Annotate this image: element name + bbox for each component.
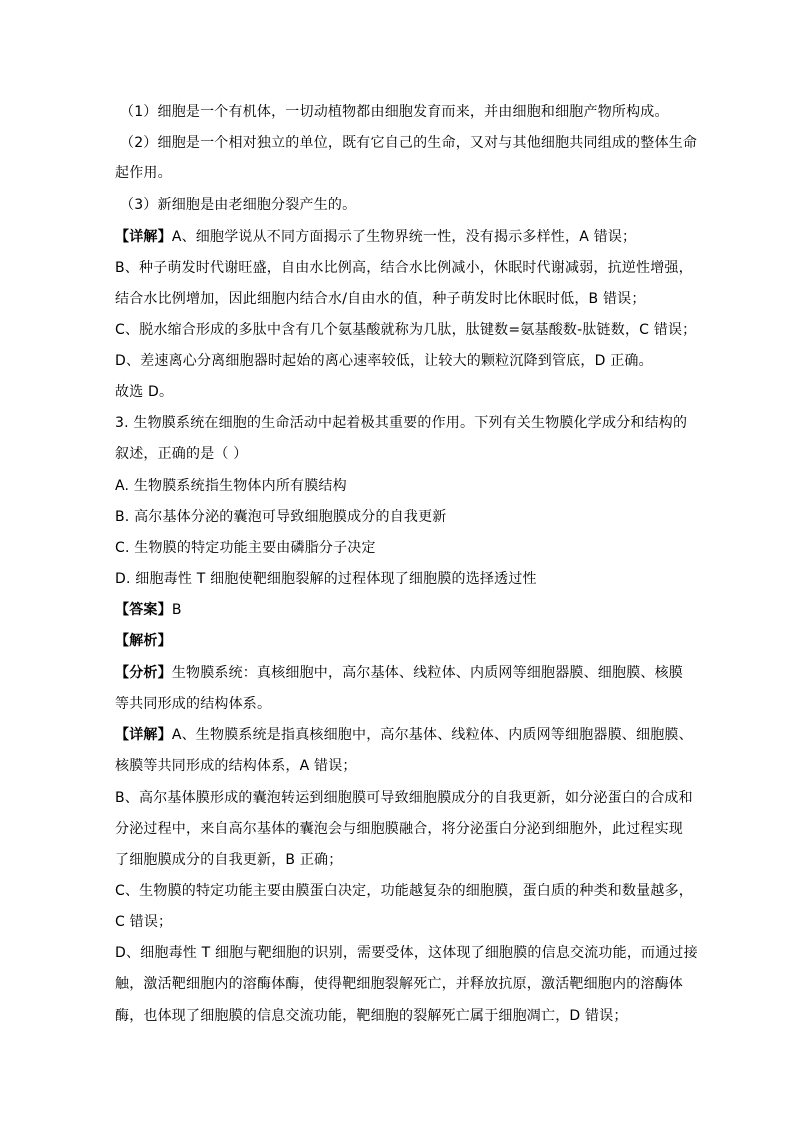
text-line: 【分析】生物膜系统：真核细胞中，高尔基体、线粒体、内质网等细胞器膜、细胞膜、核膜 <box>115 665 684 681</box>
analysis-heading <box>115 632 172 650</box>
answer-line: 【答案】B <box>115 602 182 618</box>
text-line: C、脱水缩合形成的多肽中含有几个氨基酸就称为几肽，肽键数=氨基酸数-肽链数，C 错误； <box>115 322 697 338</box>
text-line: D、差速离心分离细胞器时起始的离心速率较低，让较大的颗粒沉降到管底，D 正确。 <box>115 353 653 369</box>
text-line: 酶，也体现了细胞膜的信息交流功能，靶细胞的裂解死亡属于细胞凋亡，D 错误； <box>115 1008 628 1024</box>
section-label: 【详解】 <box>115 727 172 743</box>
text-line: （1）细胞是一个有机体，一切动植物都由细胞发育而来，并由细胞和细胞产物所构成。 <box>120 104 669 120</box>
text-line: B、种子萌发时代谢旺盛，自由水比例高，结合水比例减小，休眠时代谢减弱，抗逆性增强， <box>115 260 693 276</box>
answer-option-a: A. 生物膜系统指生物体内所有膜结构 <box>115 478 347 494</box>
text-line: 分泌过程中，来自高尔基体的囊泡会与细胞膜融合，将分泌蛋白分泌到细胞外，此过程实现 <box>115 821 683 837</box>
question-stem: 3. 生物膜系统在细胞的生命活动中起着极其重要的作用。下列有关生物膜化学成分和结构的 <box>115 415 688 431</box>
section-label: 【详解】 <box>115 229 172 245</box>
question-stem: 叙述，正确的是（ ） <box>115 446 248 462</box>
text-line: D、细胞毒性 T 细胞与靶细胞的识别，需要受体，这体现了细胞膜的信息交流功能，而通过接 <box>115 945 698 961</box>
text-line: 触，激活靶细胞内的溶酶体酶，使得靶细胞裂解死亡，并释放抗原，激活靶细胞内的溶酶体 <box>115 976 683 992</box>
text-line: （3）新细胞是由老细胞分裂产生的。 <box>120 197 357 213</box>
section-label: 【答案】 <box>115 602 172 618</box>
text-line: 【详解】A、生物膜系统是指真核细胞中，高尔基体、线粒体、内质网等细胞器膜、细胞膜、 <box>115 727 693 743</box>
text-line: 了细胞膜成分的自我更新，B 正确； <box>115 852 343 868</box>
answer-option-d: D. 细胞毒性 T 细胞使靶细胞裂解的过程体现了细胞膜的选择透过性 <box>115 571 537 587</box>
answer-option-b: B. 高尔基体分泌的囊泡可导致细胞膜成分的自我更新 <box>115 509 447 525</box>
text-line: 核膜等共同形成的结构体系，A 错误； <box>115 758 357 774</box>
text-line: （2）细胞是一个相对独立的单位，既有它自己的生命，又对与其他细胞共同组成的整体生命 <box>120 135 698 151</box>
text-line: B、高尔基体膜形成的囊泡转运到细胞膜可导致细胞膜成分的自我更新，如分泌蛋白的合成和 <box>115 790 693 806</box>
text-line: 结合水比例增加，因此细胞内结合水/自由水的值，种子萌发时比休眠时低，B 错误； <box>115 291 646 307</box>
text-line: C 错误； <box>115 914 173 930</box>
text-line: 故选 D。 <box>115 384 174 400</box>
text-line: 等共同形成的结构体系。 <box>115 696 272 712</box>
text-line: 【详解】A、细胞学说从不同方面揭示了生物界统一性，没有揭示多样性，A 错误； <box>115 229 637 245</box>
answer-option-c: C. 生物膜的特定功能主要由磷脂分子决定 <box>115 540 376 556</box>
section-label: 【解析】 <box>115 633 172 649</box>
text-line: 起作用。 <box>115 165 172 181</box>
text-line: C、生物膜的特定功能主要由膜蛋白决定，功能越复杂的细胞膜，蛋白质的种类和数量越多， <box>115 883 693 899</box>
section-label: 【分析】 <box>115 665 172 681</box>
